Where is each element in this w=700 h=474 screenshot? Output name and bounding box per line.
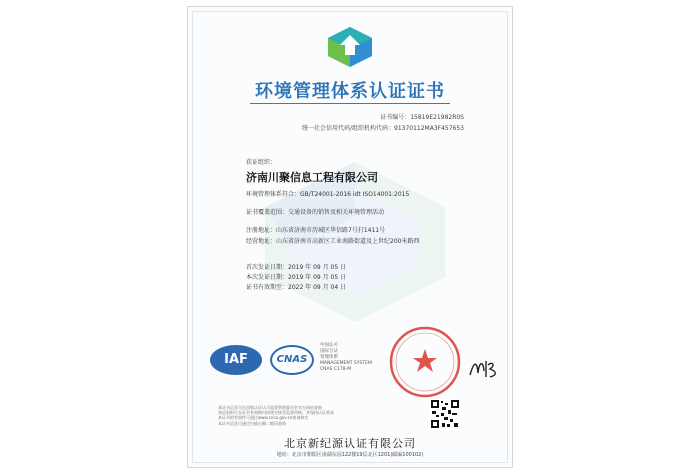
issuer-address: 地址：北京市朝阳区南湖东园122楼19层北区1201(邮编100102) (276, 452, 424, 458)
current-issue-date: 本次发证日期：2019 年 09 月 05 日 (246, 274, 347, 281)
accreditation-area (210, 325, 490, 395)
issuer-name: 北京新纪源认证有限公司 (284, 437, 416, 450)
certificate-page (187, 6, 513, 468)
company-name: 济南川聚信息工程有限公司 (246, 171, 378, 184)
credit-code: 统一社会信用代码/组织机构代码：91370112MA3F457653 (301, 125, 464, 132)
accreditation-text: 中国认可 国际互认 管理体系 MANAGEMENT SYSTEM CNAS C178-M (320, 343, 372, 372)
certifier-logo-icon (326, 27, 374, 67)
cnas-logo: CNAS (270, 345, 314, 375)
iaf-logo: IAF (210, 345, 262, 375)
certificate-notes: 本证书信息可在国家认证认可监督管理委员会官方网站查询 获证组织应在证书有效期内按规定接受监督审核，并保持认证要求 本证书的有效性可通过www.cnca.gov.cn查询核实 本证书信息可通过扫描右侧二维码查询 (218, 405, 334, 426)
company-label: 获证组织： (246, 159, 277, 166)
registered-address-field: 注册地址：山东省济南市历城区华信路7号打1411号 (246, 227, 386, 234)
title-divider (250, 103, 450, 104)
first-issue-date: 首次发证日期：2019 年 09 月 05 日 (246, 264, 347, 271)
certificate-number: 证书编号：15819E21982R0S (380, 114, 464, 121)
official-seal (388, 325, 462, 399)
qr-code[interactable] (430, 399, 460, 429)
standard-field: 环境管理体系符合：GB/T24001-2016 idt ISO14001:2015 (246, 191, 410, 198)
signature (468, 355, 500, 381)
certificate-title: 环境管理体系认证证书 (255, 81, 445, 102)
business-address-field: 经营地址：山东省济南市高新区工业南路街道及上世纪200米路西 (246, 238, 420, 245)
scope-field: 证书覆盖范围：交通设备的销售及相关环境管理活动 (246, 209, 385, 216)
expiry-date: 证书有效期至：2022 年 09 月 04 日 (246, 284, 347, 291)
